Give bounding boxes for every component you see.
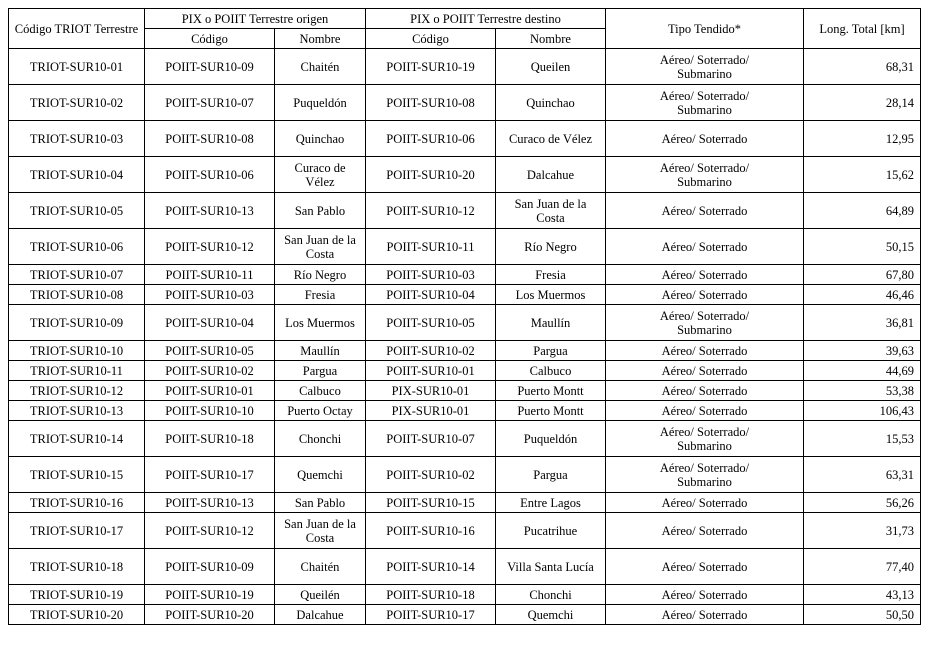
cell-triot-code: TRIOT-SUR10-06	[9, 229, 145, 265]
cell-origin-name: Quemchi	[275, 457, 366, 493]
table-row	[9, 193, 921, 229]
table-row	[9, 513, 921, 549]
cell-dest-name: Chonchi	[496, 585, 606, 605]
cell-origin-name: Río Negro	[275, 265, 366, 285]
cell-dest-name: Pargua	[496, 341, 606, 361]
cell-origin-code: POIIT-SUR10-02	[145, 361, 275, 381]
cell-triot-code: TRIOT-SUR10-11	[9, 361, 145, 381]
table-header	[9, 9, 921, 49]
cell-dest-code: POIIT-SUR10-12	[366, 193, 496, 229]
cell-dest-code: POIIT-SUR10-14	[366, 549, 496, 585]
cell-tipo-tendido: Aéreo/ Soterrado	[606, 401, 804, 421]
cell-dest-name: Entre Lagos	[496, 493, 606, 513]
cell-dest-code: POIIT-SUR10-01	[366, 361, 496, 381]
cell-origin-code: POIIT-SUR10-09	[145, 49, 275, 85]
cell-triot-code: TRIOT-SUR10-03	[9, 121, 145, 157]
cell-long-total: 31,73	[804, 513, 921, 549]
cell-origin-name: San Juan de la Costa	[275, 513, 366, 549]
cell-dest-code: POIIT-SUR10-03	[366, 265, 496, 285]
cell-dest-name: Puerto Montt	[496, 401, 606, 421]
cell-origin-code: POIIT-SUR10-13	[145, 493, 275, 513]
cell-origin-name: Chaitén	[275, 549, 366, 585]
cell-triot-code: TRIOT-SUR10-05	[9, 193, 145, 229]
cell-origin-name: San Pablo	[275, 493, 366, 513]
cell-origin-name: Dalcahue	[275, 605, 366, 625]
table-row	[9, 493, 921, 513]
cell-dest-name: Puqueldón	[496, 421, 606, 457]
cell-long-total: 77,40	[804, 549, 921, 585]
cell-long-total: 68,31	[804, 49, 921, 85]
cell-triot-code: TRIOT-SUR10-13	[9, 401, 145, 421]
cell-long-total: 43,13	[804, 585, 921, 605]
cell-dest-name: Villa Santa Lucía	[496, 549, 606, 585]
table-row	[9, 585, 921, 605]
cell-origin-code: POIIT-SUR10-04	[145, 305, 275, 341]
cell-tipo-tendido: Aéreo/ Soterrado	[606, 381, 804, 401]
cell-dest-code: POIIT-SUR10-18	[366, 585, 496, 605]
cell-triot-code: TRIOT-SUR10-19	[9, 585, 145, 605]
cell-origin-name: Queilén	[275, 585, 366, 605]
cell-dest-code: POIIT-SUR10-15	[366, 493, 496, 513]
cell-tipo-tendido: Aéreo/ Soterrado/ Submarino	[606, 457, 804, 493]
table-row	[9, 341, 921, 361]
cell-long-total: 64,89	[804, 193, 921, 229]
cell-dest-name: Dalcahue	[496, 157, 606, 193]
cell-long-total: 12,95	[804, 121, 921, 157]
cell-dest-name: Maullín	[496, 305, 606, 341]
cell-triot-code: TRIOT-SUR10-01	[9, 49, 145, 85]
cell-triot-code: TRIOT-SUR10-17	[9, 513, 145, 549]
cell-long-total: 53,38	[804, 381, 921, 401]
cell-dest-name: Calbuco	[496, 361, 606, 381]
cell-dest-code: POIIT-SUR10-05	[366, 305, 496, 341]
cell-origin-name: San Juan de la Costa	[275, 229, 366, 265]
cell-triot-code: TRIOT-SUR10-09	[9, 305, 145, 341]
cell-tipo-tendido: Aéreo/ Soterrado	[606, 361, 804, 381]
cell-tipo-tendido: Aéreo/ Soterrado	[606, 285, 804, 305]
cell-origin-code: POIIT-SUR10-20	[145, 605, 275, 625]
cell-tipo-tendido: Aéreo/ Soterrado	[606, 513, 804, 549]
cell-dest-name: San Juan de la Costa	[496, 193, 606, 229]
cell-tipo-tendido: Aéreo/ Soterrado	[606, 341, 804, 361]
cell-tipo-tendido: Aéreo/ Soterrado	[606, 585, 804, 605]
cell-tipo-tendido: Aéreo/ Soterrado	[606, 121, 804, 157]
cell-long-total: 28,14	[804, 85, 921, 121]
cell-origin-code: POIIT-SUR10-17	[145, 457, 275, 493]
cell-origin-code: POIIT-SUR10-12	[145, 513, 275, 549]
cell-dest-code: POIIT-SUR10-11	[366, 229, 496, 265]
cell-tipo-tendido: Aéreo/ Soterrado	[606, 493, 804, 513]
cell-origin-name: San Pablo	[275, 193, 366, 229]
cell-tipo-tendido: Aéreo/ Soterrado	[606, 193, 804, 229]
table-row	[9, 285, 921, 305]
cell-dest-name: Pargua	[496, 457, 606, 493]
cell-long-total: 56,26	[804, 493, 921, 513]
cell-triot-code: TRIOT-SUR10-18	[9, 549, 145, 585]
header-origen: PIX o POIIT Terrestre origen	[145, 9, 366, 29]
cell-tipo-tendido: Aéreo/ Soterrado	[606, 605, 804, 625]
cell-tipo-tendido: Aéreo/ Soterrado/ Submarino	[606, 49, 804, 85]
cell-origin-code: POIIT-SUR10-12	[145, 229, 275, 265]
cell-tipo-tendido: Aéreo/ Soterrado	[606, 229, 804, 265]
cell-long-total: 44,69	[804, 361, 921, 381]
cell-triot-code: TRIOT-SUR10-20	[9, 605, 145, 625]
cell-origin-code: POIIT-SUR10-13	[145, 193, 275, 229]
cell-triot-code: TRIOT-SUR10-14	[9, 421, 145, 457]
document-page	[8, 8, 921, 625]
cell-origin-code: POIIT-SUR10-07	[145, 85, 275, 121]
table-row	[9, 121, 921, 157]
cell-dest-code: POIIT-SUR10-19	[366, 49, 496, 85]
cell-origin-name: Los Muermos	[275, 305, 366, 341]
cell-dest-code: POIIT-SUR10-17	[366, 605, 496, 625]
cell-origin-code: POIIT-SUR10-09	[145, 549, 275, 585]
table-row	[9, 457, 921, 493]
cell-origin-name: Calbuco	[275, 381, 366, 401]
cell-tipo-tendido: Aéreo/ Soterrado/ Submarino	[606, 157, 804, 193]
header-long: Long. Total [km]	[804, 9, 921, 49]
header-tipo: Tipo Tendido*	[606, 9, 804, 49]
cell-origin-name: Fresia	[275, 285, 366, 305]
cell-long-total: 106,43	[804, 401, 921, 421]
cell-origin-name: Curaco de Vélez	[275, 157, 366, 193]
cell-triot-code: TRIOT-SUR10-07	[9, 265, 145, 285]
cell-long-total: 50,15	[804, 229, 921, 265]
cell-long-total: 46,46	[804, 285, 921, 305]
cell-origin-code: POIIT-SUR10-10	[145, 401, 275, 421]
header-origen-codigo: Código	[145, 29, 275, 49]
triot-table	[8, 8, 921, 625]
cell-origin-code: POIIT-SUR10-19	[145, 585, 275, 605]
cell-dest-code: POIIT-SUR10-02	[366, 457, 496, 493]
cell-origin-name: Chaitén	[275, 49, 366, 85]
cell-dest-code: POIIT-SUR10-04	[366, 285, 496, 305]
cell-tipo-tendido: Aéreo/ Soterrado/ Submarino	[606, 305, 804, 341]
table-row	[9, 549, 921, 585]
cell-long-total: 15,53	[804, 421, 921, 457]
cell-dest-code: PIX-SUR10-01	[366, 401, 496, 421]
table-row	[9, 361, 921, 381]
cell-dest-name: Quinchao	[496, 85, 606, 121]
cell-dest-code: POIIT-SUR10-07	[366, 421, 496, 457]
table-row	[9, 85, 921, 121]
table-row	[9, 157, 921, 193]
cell-long-total: 67,80	[804, 265, 921, 285]
cell-tipo-tendido: Aéreo/ Soterrado/ Submarino	[606, 421, 804, 457]
cell-dest-code: POIIT-SUR10-20	[366, 157, 496, 193]
cell-long-total: 39,63	[804, 341, 921, 361]
header-triot: Código TRIOT Terrestre	[9, 9, 145, 49]
cell-origin-name: Chonchi	[275, 421, 366, 457]
cell-dest-name: Queilen	[496, 49, 606, 85]
cell-dest-name: Puerto Montt	[496, 381, 606, 401]
cell-origin-name: Pargua	[275, 361, 366, 381]
table-row	[9, 605, 921, 625]
cell-dest-name: Quemchi	[496, 605, 606, 625]
table-row	[9, 49, 921, 85]
header-destino-nombre: Nombre	[496, 29, 606, 49]
cell-tipo-tendido: Aéreo/ Soterrado	[606, 549, 804, 585]
cell-dest-name: Los Muermos	[496, 285, 606, 305]
header-origen-nombre: Nombre	[275, 29, 366, 49]
cell-origin-code: POIIT-SUR10-03	[145, 285, 275, 305]
header-destino-codigo: Código	[366, 29, 496, 49]
cell-long-total: 63,31	[804, 457, 921, 493]
table-row	[9, 305, 921, 341]
table-row	[9, 229, 921, 265]
cell-origin-code: POIIT-SUR10-01	[145, 381, 275, 401]
cell-origin-code: POIIT-SUR10-05	[145, 341, 275, 361]
cell-dest-name: Pucatrihue	[496, 513, 606, 549]
cell-dest-code: POIIT-SUR10-02	[366, 341, 496, 361]
table-row	[9, 401, 921, 421]
cell-dest-code: POIIT-SUR10-08	[366, 85, 496, 121]
table-row	[9, 265, 921, 285]
cell-long-total: 36,81	[804, 305, 921, 341]
cell-long-total: 15,62	[804, 157, 921, 193]
cell-origin-code: POIIT-SUR10-06	[145, 157, 275, 193]
cell-triot-code: TRIOT-SUR10-08	[9, 285, 145, 305]
table-body	[9, 49, 921, 625]
cell-triot-code: TRIOT-SUR10-10	[9, 341, 145, 361]
cell-origin-code: POIIT-SUR10-11	[145, 265, 275, 285]
cell-origin-code: POIIT-SUR10-18	[145, 421, 275, 457]
table-row	[9, 381, 921, 401]
cell-origin-code: POIIT-SUR10-08	[145, 121, 275, 157]
cell-triot-code: TRIOT-SUR10-04	[9, 157, 145, 193]
cell-tipo-tendido: Aéreo/ Soterrado	[606, 265, 804, 285]
cell-triot-code: TRIOT-SUR10-16	[9, 493, 145, 513]
cell-dest-name: Fresia	[496, 265, 606, 285]
cell-triot-code: TRIOT-SUR10-02	[9, 85, 145, 121]
cell-triot-code: TRIOT-SUR10-12	[9, 381, 145, 401]
header-destino: PIX o POIIT Terrestre destino	[366, 9, 606, 29]
cell-dest-code: POIIT-SUR10-06	[366, 121, 496, 157]
cell-dest-code: POIIT-SUR10-16	[366, 513, 496, 549]
cell-tipo-tendido: Aéreo/ Soterrado/ Submarino	[606, 85, 804, 121]
cell-origin-name: Maullín	[275, 341, 366, 361]
cell-dest-name: Río Negro	[496, 229, 606, 265]
table-row	[9, 421, 921, 457]
cell-dest-code: PIX-SUR10-01	[366, 381, 496, 401]
cell-triot-code: TRIOT-SUR10-15	[9, 457, 145, 493]
cell-origin-name: Puqueldón	[275, 85, 366, 121]
cell-dest-name: Curaco de Vélez	[496, 121, 606, 157]
cell-origin-name: Puerto Octay	[275, 401, 366, 421]
cell-long-total: 50,50	[804, 605, 921, 625]
cell-origin-name: Quinchao	[275, 121, 366, 157]
